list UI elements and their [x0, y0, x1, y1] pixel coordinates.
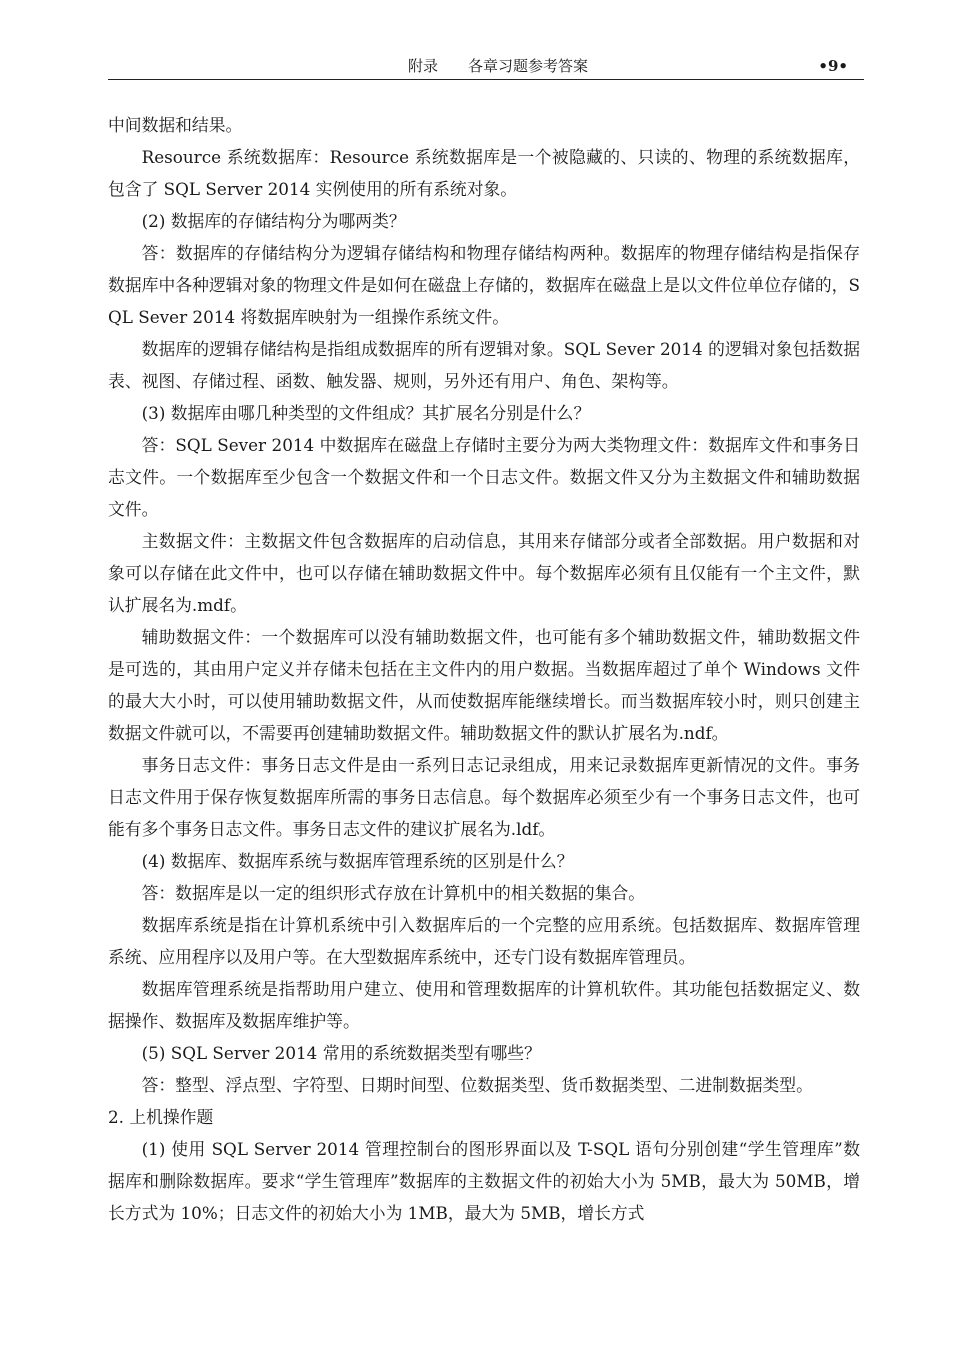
page-number: •9•: [818, 57, 848, 75]
question-heading: (3) 数据库由哪几种类型的文件组成？其扩展名分别是什么？: [141, 403, 591, 423]
paragraph: 答：数据库的存储结构分为逻辑存储结构和物理存储结构两种。数据库的物理存储结构是指保存数据库中各种逻辑对象的物理文件是如何在磁盘上存储的，数据库在磁盘上是以文件位单位存储的，SQL Sever 2014 将数据库映射为一组操作系统文件。: [108, 243, 860, 327]
body-text: [108, 109, 860, 1229]
paragraph: 答：整型、浮点型、字符型、日期时间型、位数据类型、货币数据类型、二进制数据类型。: [141, 1075, 813, 1095]
paragraph: 数据库系统是指在计算机系统中引入数据库后的一个完整的应用系统。包括数据库、数据库管理系统、应用程序以及用户等。在大型数据库系统中，还专门设有数据库管理员。: [108, 915, 860, 967]
paragraph: 辅助数据文件：一个数据库可以没有辅助数据文件，也可能有多个辅助数据文件，辅助数据文件是可选的，其由用户定义并存储未包括在主文件内的用户数据。当数据库超过了单个 Windows 文件的最大大小时，可以使用辅助数据文件，从而使数据库能继续增长。而当数据库较小时，则只创建主数据文件就可以，不需要再创建辅助数据文件。辅助数据文件的默认扩展名为.ndf。: [108, 627, 860, 743]
paragraph: 中间数据和结果。: [108, 115, 243, 135]
running-header: [108, 54, 864, 78]
question-heading: (2) 数据库的存储结构分为哪两类？: [141, 211, 406, 231]
paragraph: 事务日志文件：事务日志文件是由一系列日志记录组成，用来记录数据库更新情况的文件。事务日志文件用于保存恢复数据库所需的事务日志信息。每个数据库必须至少有一个事务日志文件，也可能有多个事务日志文件。事务日志文件的建议扩展名为.ldf。: [108, 755, 860, 839]
paragraph: 数据库管理系统是指帮助用户建立、使用和管理数据库的计算机软件。其功能包括数据定义、数据操作、数据库及数据库维护等。: [108, 979, 860, 1031]
paragraph: 答：数据库是以一定的组织形式存放在计算机中的相关数据的集合。: [141, 883, 646, 903]
header-rule: [108, 79, 864, 80]
paragraph: 答：SQL Sever 2014 中数据库在磁盘上存储时主要分为两大类物理文件：数据库文件和事务日志文件。一个数据库至少包含一个数据文件和一个日志文件。数据文件又分为主数据文件和辅助数据文件。: [108, 435, 860, 519]
question-heading: (5) SQL Server 2014 常用的系统数据类型有哪些？: [141, 1043, 541, 1063]
question-heading: (4) 数据库、数据库系统与数据库管理系统的区别是什么？: [141, 851, 574, 871]
paragraph: 数据库的逻辑存储结构是指组成数据库的所有逻辑对象。SQL Sever 2014 的逻辑对象包括数据表、视图、存储过程、函数、触发器、规则，另外还有用户、角色、架构等。: [108, 339, 860, 391]
paragraph: 主数据文件：主数据文件包含数据库的启动信息，其用来存储部分或者全部数据。用户数据和对象可以存储在此文件中，也可以存储在辅助数据文件中。每个数据库必须有且仅能有一个主文件，默认扩展名为.mdf。: [108, 531, 860, 615]
section-heading: 2. 上机操作题: [108, 1107, 214, 1127]
paragraph: Resource 系统数据库：Resource 系统数据库是一个被隐藏的、只读的、物理的系统数据库，包含了 SQL Server 2014 实例使用的所有系统对象。: [108, 147, 860, 199]
paragraph: (1) 使用 SQL Server 2014 管理控制台的图形界面以及 T-SQL 语句分别创建“学生管理库”数据库和删除数据库。要求“学生管理库”数据库的主数据文件的初始大小为 5MB，最大为 50MB，增长方式为 10%；日志文件的初始大小为 1MB，最大为 5MB，增长方式: [108, 1139, 860, 1223]
header-title: 附录 各章习题参考答案: [408, 57, 589, 75]
